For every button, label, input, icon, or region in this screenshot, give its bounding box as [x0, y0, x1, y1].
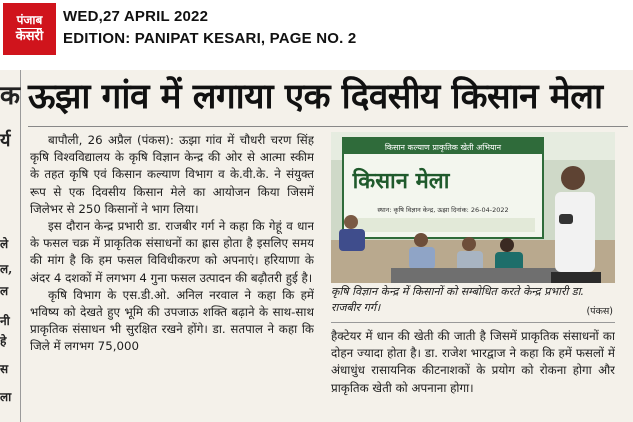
fragment-glyph: नी	[0, 314, 10, 328]
headline-divider	[28, 126, 628, 127]
event-photo-illustration	[331, 132, 615, 283]
fragment-glyph: ल	[0, 284, 9, 298]
masthead-bar	[0, 0, 633, 70]
article-headline: ऊझा गांव में लगाया एक दिवसीय किसान मेला	[28, 77, 603, 117]
article-paragraph: हैक्टेयर में धान की खेती की जाती है जिसमें प्राकृतिक संसाधनों का दोहन ज्यादा होता है। डा. राजेश भारद्वाज ने कहा कि हमें फसलों में अंधाधुंध रासायनिक कीटनाशकों के प्रयोग को रोकना होगा और प्राकृतिक खेती को अपनाना होगा।	[331, 329, 615, 395]
edition-meta	[63, 6, 356, 50]
logo-line-1: पंजाब	[16, 13, 43, 28]
photo-caption	[331, 284, 615, 320]
banner-title: किसान मेला	[352, 169, 450, 194]
date-line: WED,27 APRIL 2022	[63, 8, 209, 25]
photo-caption-text: कृषि विज्ञान केन्द्र में किसानों को सम्बोधित करते केन्द्र प्रभारी डा. राजबीर गर्ग।	[331, 285, 585, 314]
logo-line-2: केसरी	[15, 28, 44, 44]
fragment-glyph: स	[0, 362, 9, 376]
adjacent-article-fragment	[0, 70, 21, 422]
banner-detail-line: स्थान: कृषि विज्ञान केन्द्र, ऊझा दिनांक: 26-04-2022	[377, 206, 509, 214]
edition-line: EDITION: PANIPAT KESARI, PAGE NO. 2	[63, 30, 357, 47]
punjab-kesari-logo	[3, 3, 56, 55]
fragment-glyph: हे	[0, 334, 7, 348]
article-paragraph: इस दौरान केन्द्र प्रभारी डा. राजबीर गर्ग ने कहा कि गेहूं व धान के फसल चक्र में प्राकृतिक संसाधनों का ह्रास होता है इसलिए समय की मांग है कि हम फसल विविधीकरण को अपनाएं। हरियाणा के अंदर 4 दशकों में लगभग 4 गुना फसल उत्पादन की बढ़ौतरी हुई है।	[30, 219, 314, 285]
fragment-glyph: ले	[0, 237, 9, 251]
fragment-glyph: ला	[0, 390, 12, 404]
article-paragraph: बापौली, 26 अप्रैल (पंकस): ऊझा गांव में चौधरी चरण सिंह कृषि विश्वविद्यालय के कृषि विज्ञान केन्द्र की ओर से आत्मा स्कीम के तहत कृषि एवं किसान कल्याण विभाग व के.वी.के. ने संयुक्त रूप से एक दिवसीय किसान मेले का आयोजन किया जिसमें जिलेभर से 250 किसानों ने भाग लिया।	[30, 133, 314, 216]
fragment-glyph: ल,	[0, 262, 13, 276]
caption-divider	[331, 322, 615, 323]
article-column-right	[331, 328, 615, 422]
event-photo	[331, 132, 615, 283]
fragment-glyph: क	[0, 81, 20, 111]
photo-credit: (पंकस)	[586, 306, 613, 317]
article-column-left	[30, 132, 314, 422]
article-paragraph: कृषि विभाग के एस.डी.ओ. अनिल नरवाल ने कहा कि हमें भविष्य को देखते हुए भूमि की उपजाऊ शक्ति बढ़ाने के साथ-साथ प्राकृतिक संसाधन भी सुरक्षित रखने होंगे। डा. सतपाल ने कहा कि जिले में लगभग 75,000	[30, 287, 314, 354]
fragment-glyph: र्य	[0, 130, 11, 151]
newspaper-clipping	[0, 70, 633, 422]
banner-small-text: किसान कल्याण प्राकृतिक खेती अभियान	[384, 143, 502, 152]
